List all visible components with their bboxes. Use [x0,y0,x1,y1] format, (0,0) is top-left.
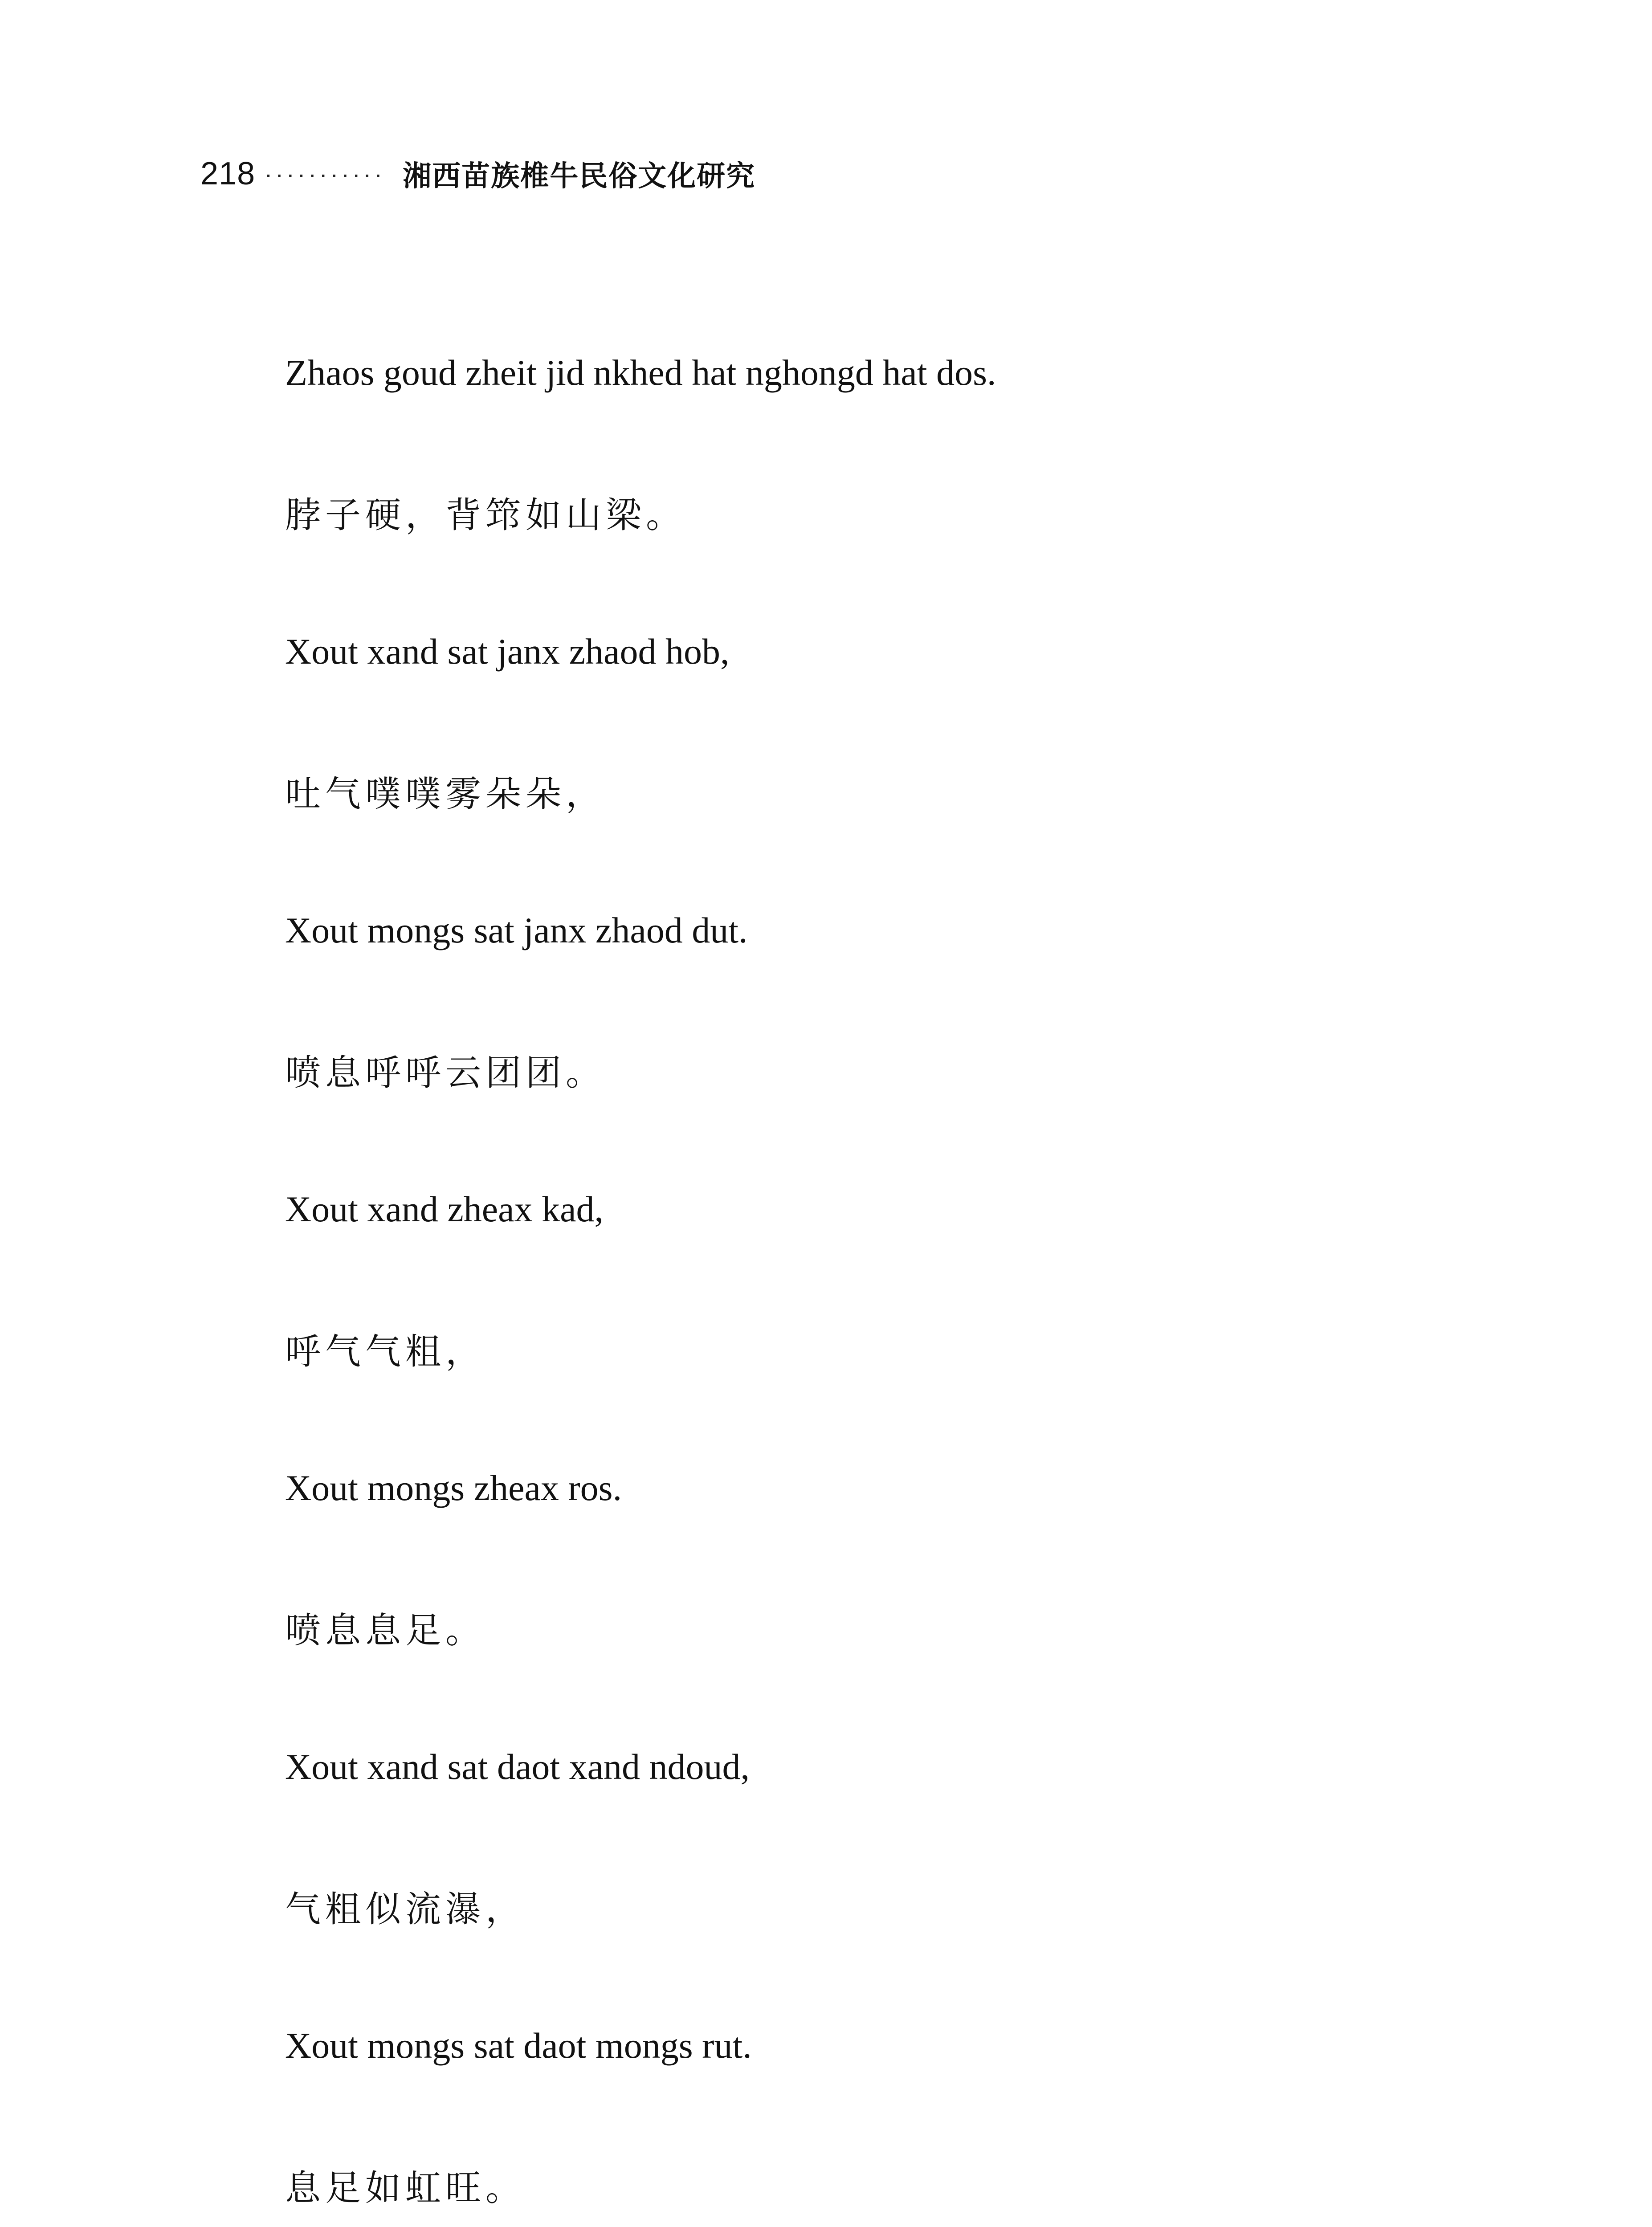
verse-block [285,303,1488,2227]
book-title: 湘西苗族椎牛民俗文化研究 [403,160,756,193]
chinese-line: 吐气噗噗雾朵朵， [285,773,606,815]
miao-line: Xout xand sat daot xand ndoud, [285,1746,750,1787]
running-header [200,149,755,198]
miao-line: Xout mongs zheax ros. [285,1467,622,1508]
chinese-line: 息足如虹旺。 [285,2167,526,2209]
chinese-line: 喷息息足。 [285,1610,485,1651]
chinese-line: 喷息呼呼云团团。 [285,1052,606,1093]
miao-line: Xout mongs sat janx zhaod dut. [285,910,748,950]
chinese-line: 气粗似流瀑， [285,1888,526,1930]
page-number: 218 [200,156,256,192]
miao-line: Xout mongs sat daot mongs rut. [285,2025,752,2066]
miao-line: Xout xand sat janx zhaod hob, [285,631,730,672]
header-leader-dots: ··········· [264,159,385,188]
miao-line: Zhaos goud zheit jid nkhed hat nghongd hat dos. [285,352,996,393]
chinese-line: 脖子硬，背筇如山梁。 [285,494,686,536]
miao-line: Xout xand zheax kad, [285,1188,604,1229]
chinese-line: 呼气气粗， [285,1331,485,1372]
